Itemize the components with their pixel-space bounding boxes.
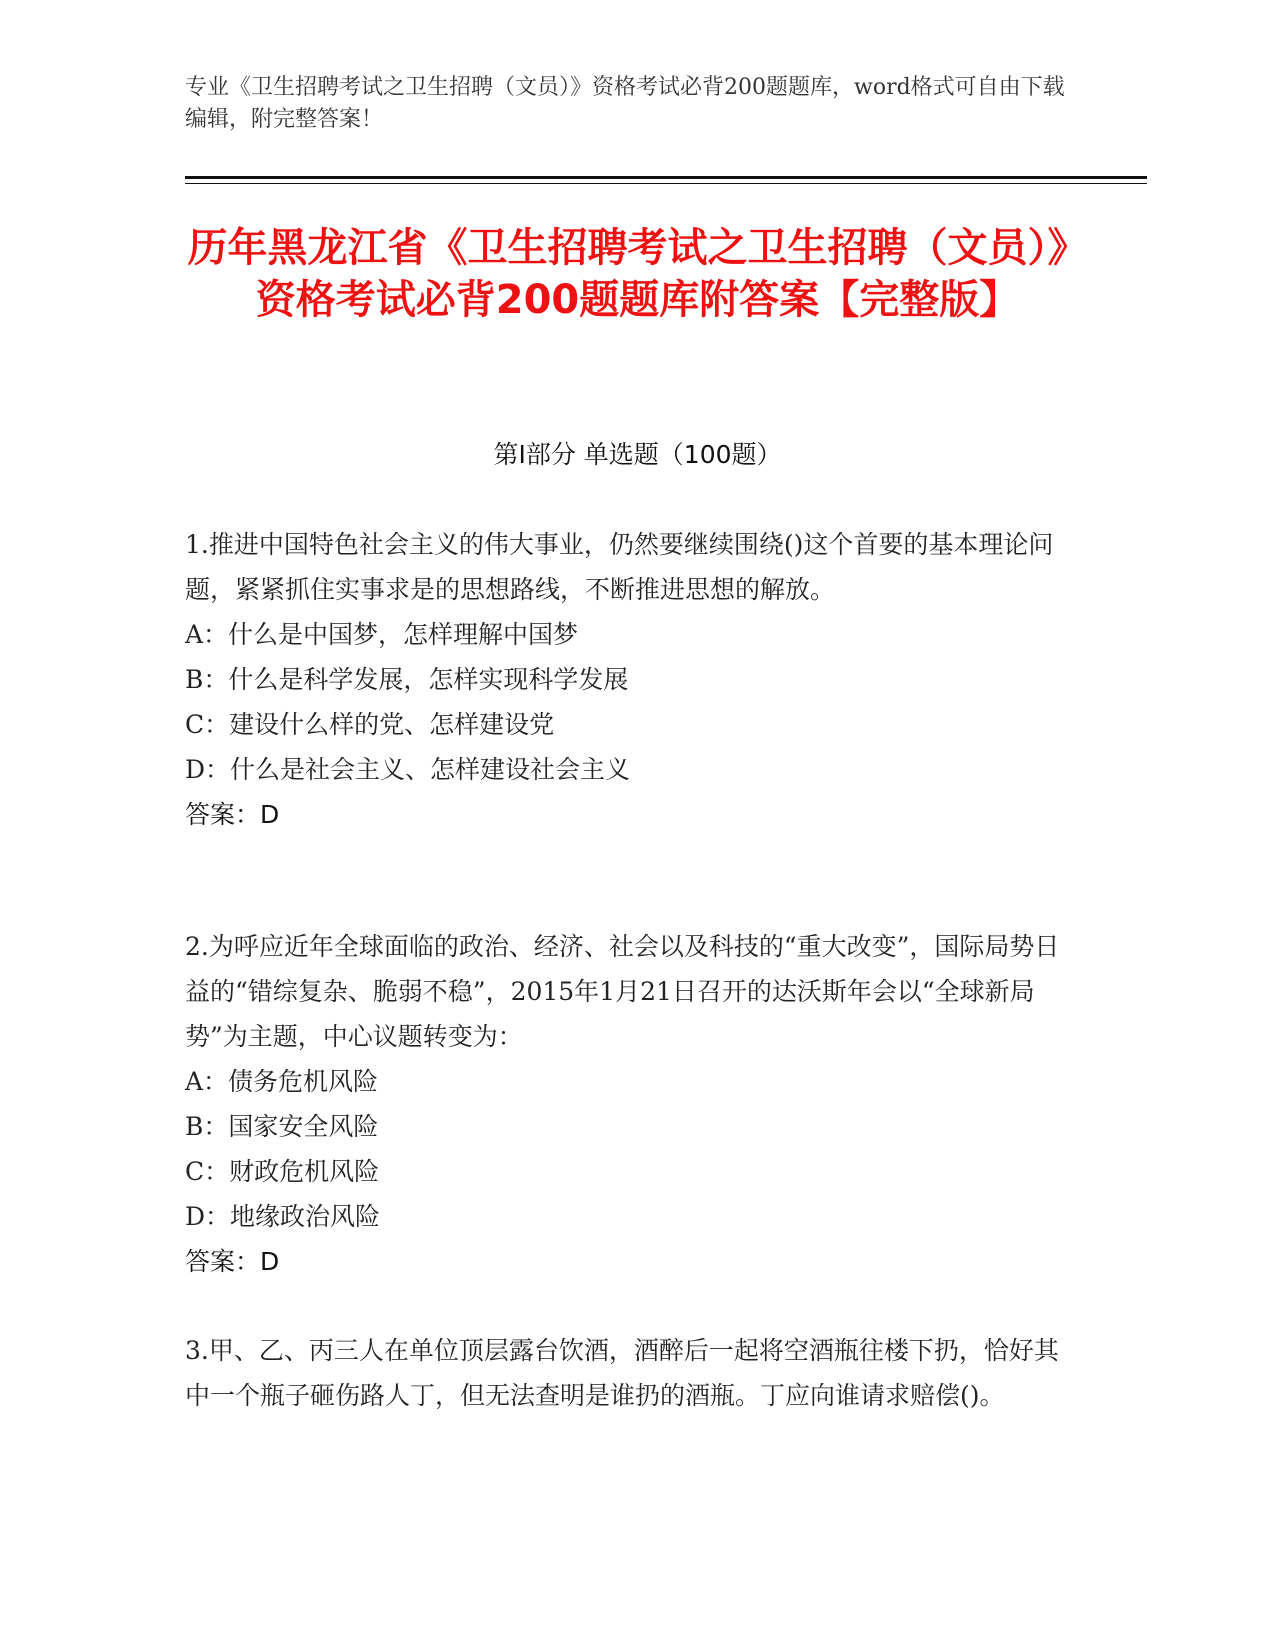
option-d: D：地缘政治风险 bbox=[185, 1202, 381, 1231]
answer: 答案：D bbox=[185, 800, 280, 829]
option-d: D：什么是社会主义、怎样建设社会主义 bbox=[185, 755, 631, 784]
option-a: A：债务危机风险 bbox=[185, 1067, 379, 1096]
question-stem: 2.为呼应近年全球面临的政治、经济、社会以及科技的“重大改变”，国际局势日益的“错综复杂、脆弱不稳”，2015年1月21日召开的达沃斯年会以“全球新局势”为主题，中心议题转变为： bbox=[185, 932, 1060, 1051]
answer: 答案：D bbox=[185, 1247, 280, 1276]
option-c: C：建设什么样的党、怎样建设党 bbox=[185, 710, 555, 739]
option-b: B：什么是科学发展，怎样实现科学发展 bbox=[185, 665, 629, 694]
question-stem: 3.甲、乙、丙三人在单位顶层露台饮酒，酒醉后一起将空酒瓶往楼下扔，恰好其中一个瓶子砸伤路人丁，但无法查明是谁扔的酒瓶。丁应向谁请求赔偿()。 bbox=[185, 1336, 1059, 1410]
option-a: A：什么是中国梦，怎样理解中国梦 bbox=[185, 620, 579, 649]
option-b: B：国家安全风险 bbox=[185, 1112, 379, 1141]
header-note: 专业《卫生招聘考试之卫生招聘（文员）》资格考试必背200题题库，word格式可自由下载编辑，附完整答案！ bbox=[185, 75, 1065, 132]
question-3 bbox=[185, 1328, 1065, 1418]
header-rule-thick bbox=[185, 176, 1147, 179]
question-2 bbox=[185, 924, 1065, 1284]
question-1 bbox=[185, 522, 1065, 837]
section-heading: 第I部分 单选题（100题） bbox=[493, 440, 782, 469]
option-c: C：财政危机风险 bbox=[185, 1157, 380, 1186]
header-rule-thin bbox=[185, 183, 1147, 184]
question-stem: 1.推进中国特色社会主义的伟大事业，仍然要继续围绕()这个首要的基本理论问题，紧紧抓住实事求是的思想路线，不断推进思想的解放。 bbox=[185, 530, 1054, 604]
document-title: 历年黑龙江省《卫生招聘考试之卫生招聘（文员）》资格考试必背200题题库附答案【完整版】 bbox=[187, 225, 1088, 323]
